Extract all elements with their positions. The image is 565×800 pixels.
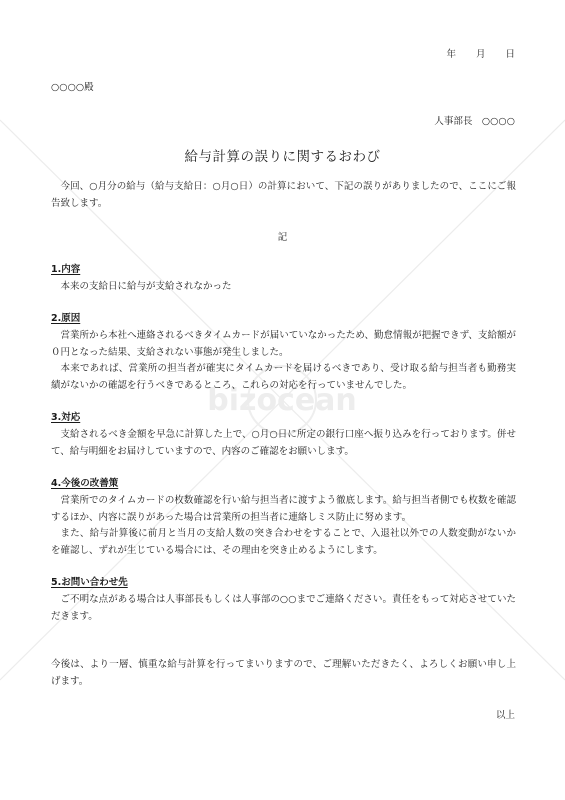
date-month: 月	[475, 49, 486, 60]
section-heading-contact: 5.お問い合わせ先	[51, 577, 128, 588]
section-heading-improvement: 4.今後の改善策	[51, 478, 119, 489]
addressee: ○○○○殿	[51, 82, 94, 93]
section-cause-paragraph-2: 本来であれば、営業所の担当者が確実にタイムカードを届けるべきであり、受け取る給与担当者も勤務実績がないかの確認を行うべきであるところ、これらの対応を行っていませんでした。	[51, 363, 516, 391]
closing-paragraph: 今後は、より一層、慎重な給与計算を行ってまいりますので、ご理解いただきたく、よろしくお願い申し上げます。	[51, 659, 516, 687]
section-heading-response: 3.対応	[51, 412, 81, 423]
section-heading-content: 1.内容	[51, 264, 81, 275]
section-cause-paragraph-1: 営業所から本社へ連絡されるべきタイムカードが届いていなかったため、勤怠情報が把握できず、支給額が０円となった結果、支給されない事態が発生しました。	[51, 330, 516, 358]
svg-text:bizocean: bizocean	[207, 383, 357, 418]
section-contact-paragraph: ご不明な点がある場合は人事部長もしくは人事部の○○までご連絡ください。責任をもって対応させていただきます。	[51, 594, 516, 622]
ki-label: 記	[277, 232, 288, 243]
section-response-paragraph: 支給されるべき金額を早急に計算した上で、○月○日に所定の銀行口座へ振り込みを行っております。併せて、給与明細をお届けしていますので、内容のご確認をお願いします。	[51, 429, 516, 457]
section-improvement-paragraph-2: また、給与計算後に前月と当月の支給人数の突き合わせをすることで、入退社以外での人数変動がないかを確認し、ずれが生じている場合には、その理由を突き止めるようにします。	[51, 528, 516, 556]
intro-paragraph: 今回、○月分の給与（給与支給日：○月○日）の計算において、下記の誤りがありましたので、ここにご報告致します。	[51, 181, 516, 209]
date-day: 日	[505, 49, 515, 60]
sender: 人事部長 ○○○○	[434, 116, 515, 127]
section-heading-cause: 2.原因	[51, 313, 81, 324]
closing-ijo: 以上	[495, 710, 515, 721]
date-line	[426, 47, 515, 64]
section-improvement-paragraph-1: 営業所でのタイムカードの枚数確認を行い給与担当者に渡すよう徹底します。給与担当者側でも枚数を確認するほか、内容に誤りがあった場合は営業所の担当者に連絡しミス防止に努めます。	[51, 495, 516, 523]
date-year: 年	[446, 49, 456, 60]
document-title: 給与計算の誤りに関するおわび	[184, 149, 381, 165]
section-content-paragraph: 本来の支給日に給与が支給されなかった	[60, 281, 232, 292]
